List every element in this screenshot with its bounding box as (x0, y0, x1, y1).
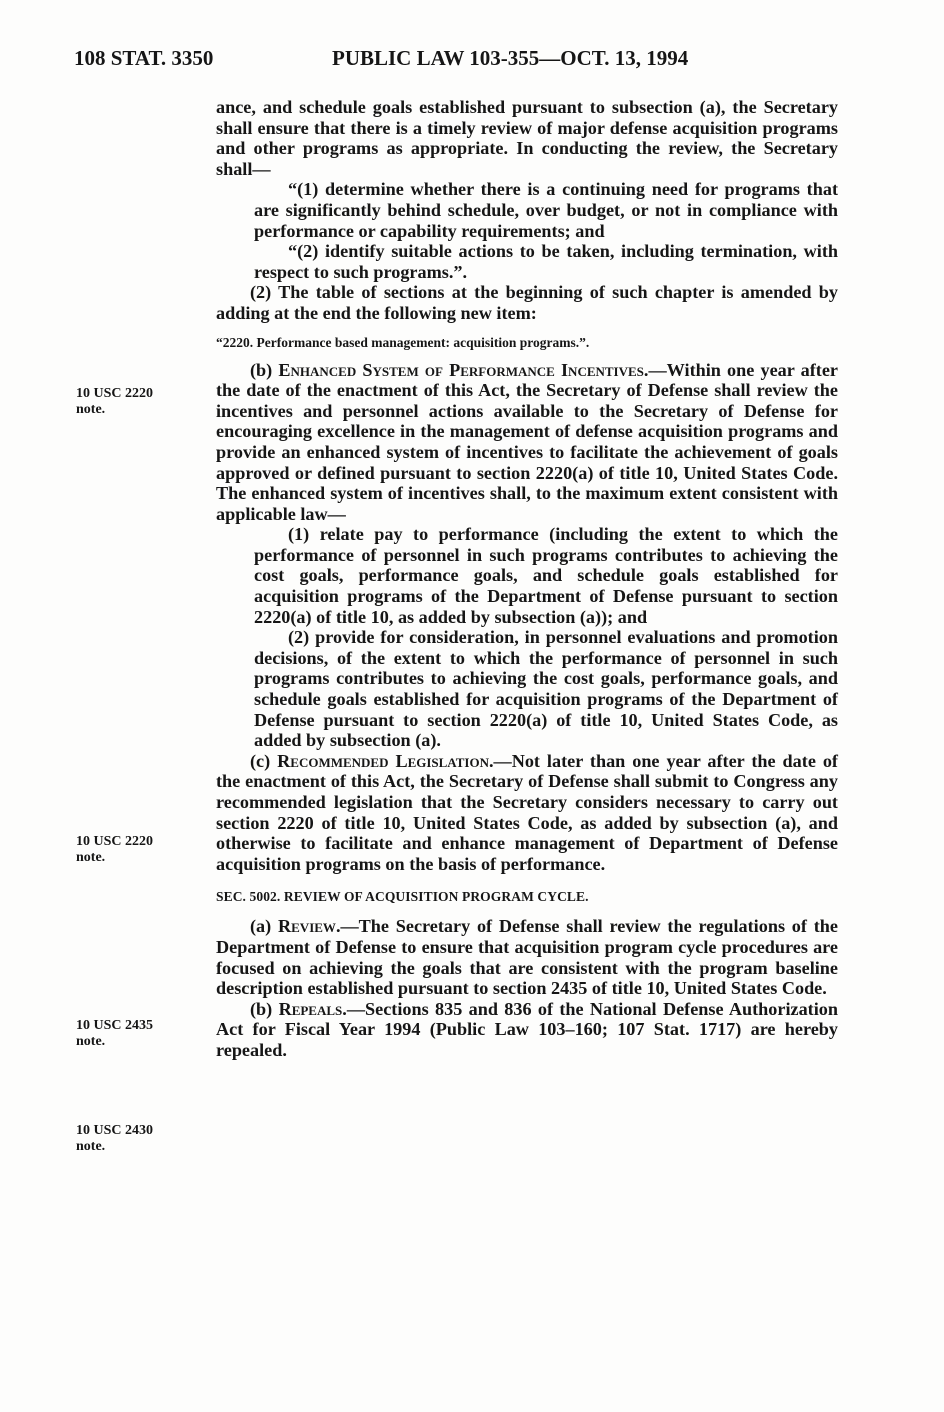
margin-note-label: note. (76, 402, 106, 417)
statute-body (216, 97, 838, 1061)
paragraph-continuation: ance, and schedule goals established pursuant to subsection (a), the Secretary shall ensure that there is a timely review of major defense acquisition programs and other programs as appropriate. In conducting the review, the Secretary shall— (216, 97, 838, 179)
margin-note-label: note. (76, 850, 106, 865)
margin-note (76, 1018, 186, 1050)
subsection-text: .—Sections 835 and 836 of the National Defense Authorization Act for Fiscal Year 1994 (Public Law 103–160; 107 Stat. 1717) are hereby repealed. (216, 998, 838, 1060)
section-5002-heading: SEC. 5002. REVIEW OF ACQUISITION PROGRAM CYCLE. (216, 889, 589, 905)
margin-note (76, 386, 186, 418)
margin-note (76, 1123, 186, 1155)
subsection-text: .—Within one year after the date of the enactment of this Act, the Secretary of Defense shall review the incentives and personnel actions available to the Secretary of Defense for encouraging excellence in the management of defense acquisition programs and provide an enhanced system of incentives to facilitate the achievement of goals approved or defined pursuant to section 2220(a) of title 10, United States Code. The enhanced system of incentives shall, to the maximum extent consistent with applicable law— (216, 359, 839, 524)
margin-note-code: 10 USC 2430 (76, 1123, 154, 1138)
margin-note (76, 834, 186, 866)
stat-page-number: 108 STAT. 3350 (74, 46, 214, 70)
quoted-paragraph-1: “(1) determine whether there is a continuing need for programs that are significantly behind schedule, over budget, or not in compliance with performance or capability requirements; and (254, 179, 838, 241)
margin-note-code: 10 USC 2220 (76, 834, 154, 849)
subsection-b-incentives (216, 360, 838, 525)
subsection-heading: Recommended Legislation (277, 750, 489, 771)
subsection-c-legislation (216, 751, 838, 875)
margin-note-label: note. (76, 1139, 106, 1154)
public-law-citation: PUBLIC LAW 103-355—OCT. 13, 1994 (332, 46, 689, 70)
subsection-label: (b) (250, 998, 279, 1019)
paragraph-b-1: (1) relate pay to performance (including the extent to which the performance of personnel in such programs contributes to achieving the cost goals, performance goals, and schedule goals established for acquisition programs of the Department of Defense pursuant to section 2220(a) of title 10, as added by subsection (a)); and (254, 524, 838, 627)
paragraph-table-amendment: (2) The table of sections at the beginning of such chapter is amended by adding at the end the following new item: (216, 282, 838, 323)
margin-note-code: 10 USC 2220 (76, 386, 154, 401)
subsection-text: .—The Secretary of Defense shall review the regulations of the Department of Defense to ensure that acquisition program cycle procedures are focused on achieving the goals that are consistent with the program baseline description established pursuant to section 2435 of title 10, United States Code. (216, 916, 838, 999)
table-of-sections-item: “2220. Performance based management: acquisition programs.”. (216, 334, 590, 350)
subsection-heading: Enhanced System of Performance Incentives (278, 359, 644, 380)
subsection-label: (c) (250, 750, 278, 771)
margin-note-label: note. (76, 1034, 106, 1049)
margin-note-code: 10 USC 2435 (76, 1018, 154, 1033)
subsection-a-review (216, 916, 838, 998)
subsection-heading: Review (278, 916, 336, 937)
subsection-heading: Repeals (278, 998, 343, 1019)
paragraph-b-2: (2) provide for consideration, in personnel evaluations and promotion decisions, of the extent to which the performance of personnel in such programs contributes to achieving the cost goals, performance goals, and schedule goals established for acquisition programs of the Department of Defense pursuant to section 2220(a) of title 10, United States Code, as added by subsection (a). (254, 627, 838, 751)
subsection-label: (b) (250, 359, 279, 380)
subsection-label: (a) (250, 916, 278, 937)
subsection-text: .—Not later than one year after the date of the enactment of this Act, the Secretary of Defense shall submit to Congress any recommended legislation that the Secretary considers necessary to carry out section 2220 of title 10, United States Code, as added by subsection (a), and otherwise to facilitate and enhance management of Department of Defense acquisition programs on the basis of performance. (216, 750, 838, 874)
quoted-paragraph-2: “(2) identify suitable actions to be taken, including termination, with respect to such programs.”. (254, 241, 838, 282)
subsection-b-repeals (216, 999, 838, 1061)
